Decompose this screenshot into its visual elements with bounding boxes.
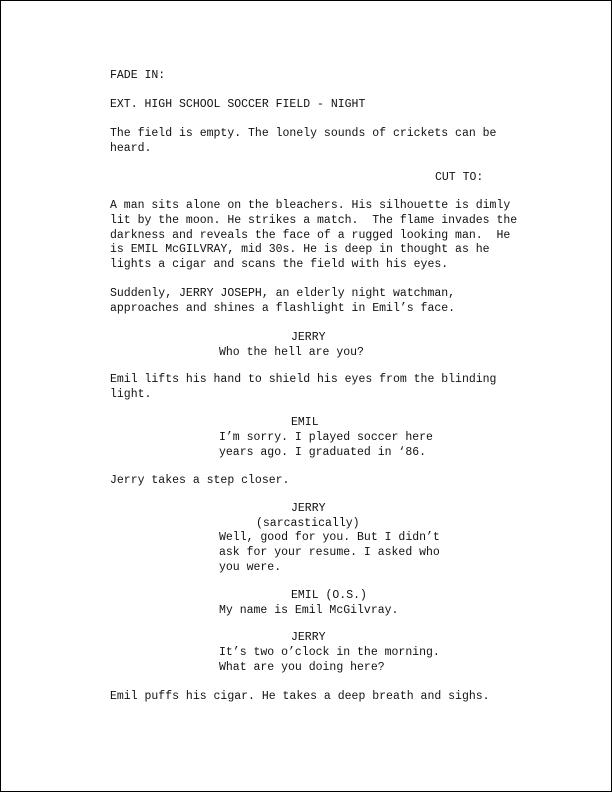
action-paragraph: Emil lifts his hand to shield his eyes from the blinding light. [110,373,497,401]
character-name: EMIL (O.S.) [291,589,367,602]
character-name: JERRY [291,631,326,644]
transition-text: CUT TO: [435,171,484,184]
parenthetical-text: (sarcastically) [256,517,360,530]
character-name: EMIL [291,416,319,429]
fade-in-text: FADE IN: [110,69,166,82]
action-paragraph: Jerry takes a step closer. [110,474,290,487]
dialogue-text: Who the hell are you? [219,346,364,359]
dialogue-text: I’m sorry. I played soccer here years ago. I graduated in ‘86. [219,431,433,459]
scene-heading: EXT. HIGH SCHOOL SOCCER FIELD - NIGHT [110,98,366,111]
action-paragraph: Suddenly, JERRY JOSEPH, an elderly night watchman, approaches and shines a flashlight in Emil’s face. [110,287,456,315]
character-name: JERRY [291,502,326,515]
action-paragraph: The field is empty. The lonely sounds of crickets can be heard. [110,127,497,155]
dialogue-text: Well, good for you. But I didn’t ask for your resume. I asked who you were. [219,531,440,574]
dialogue-text: It’s two o’clock in the morning. What are you doing here? [219,646,440,674]
action-paragraph: Emil puffs his cigar. He takes a deep breath and sighs. [110,690,490,703]
action-paragraph: A man sits alone on the bleachers. His silhouette is dimly lit by the moon. He strikes a match. The flame invades the darkness and reveals the face of a rugged looking man. He is EMIL McGILVRAY, mid 30s. He is deep in thought as he lights a cigar and scans the field with his eyes. [110,199,518,272]
dialogue-text: My name is Emil McGilvray. [219,604,399,617]
character-name: JERRY [291,331,326,344]
